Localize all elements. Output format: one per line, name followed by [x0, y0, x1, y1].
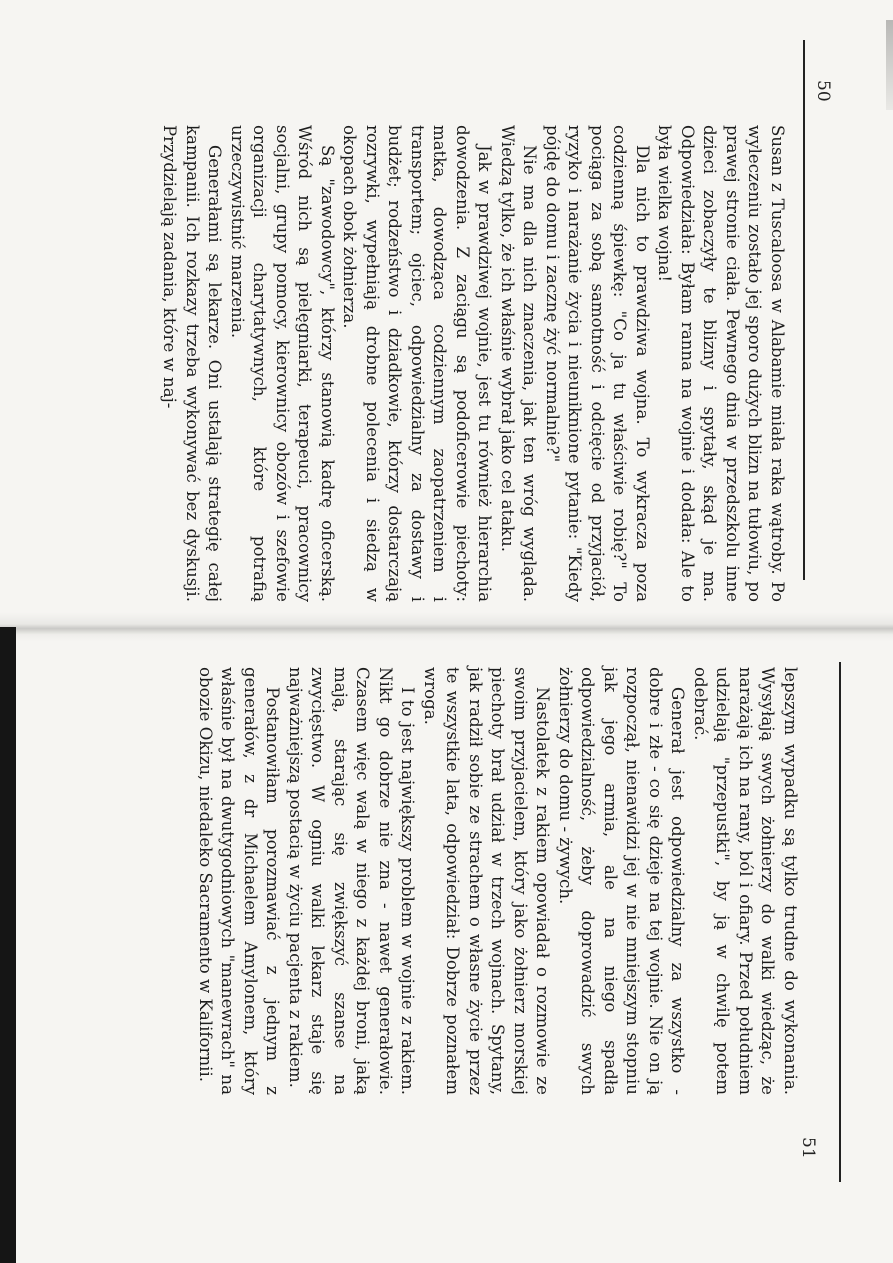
paragraph: Dla nich to prawdziwa wojna. To wykracza poza codzienną śpiewkę: "Co ja tu właściwie robię?" To pociąga za sobą samotność i odcięcie od przyjaciół, ryzyko i narażanie życia i nieuniknione pytanie: "Kiedy pójdę do domu i zacznę żyć normalnie?" — [543, 125, 652, 602]
page-number: 50 — [813, 80, 833, 102]
paragraph: Susan z Tuscaloosa w Alabamie miała raka wątroby. Po wyleczeniu zostało jej sporo dużych blizn na tułowiu, po prawej stronie ciała. Pewnego dnia w przedszkolu inne dzieci zobaczyły te blizny i spytały, skąd je ma. Odpowiedziała: Byłam ranna na wojnie i dodała: Ale to była wielka wojna! — [655, 125, 787, 602]
paragraph: Są "zawodowcy", którzy stanowią kadrę oficerską. Wśród nich są pielęgniarki, terapeuci, pracownicy socjalni, grupy pomocy, kierownicy obozów i szefowie organizacji charytatywnych, które potrafią urzeczywistnić marzenia. — [228, 125, 337, 602]
left-page — [0, 0, 893, 627]
paragraph: Nie ma dla nich znaczenia, jak ten wróg wygląda. Wiedzą tylko, że ich właśnie wybrał jako cel ataku. — [498, 125, 540, 602]
text-column — [194, 667, 802, 1095]
paragraph: Jak w prawdziwej wojnie, jest tu również hierarchia dowodzenia. Z zaciągu są podoficerowie piechoty: matka, dowodząca codziennym zaopatrzeniem i transportem; ojciec, odpowiedzialny za dostawy i budżet; rodzeństwo i dziadkowie, którzy dostarczają rozrywki, wypełniają drobne polecenia i siedzą w okopach obok żołnierza. — [340, 125, 495, 602]
header-rule — [839, 662, 841, 1182]
paragraph: lepszym wypadku są tylko trudne do wykonania. Wysyłają swych żołnierzy do walki wiedząc, że narażają ich na rany, ból i ofiary. Przed południem udzielają "przepustki", by ją w chwilę potem odebrać. — [691, 667, 800, 1095]
scanner-edge — [0, 627, 16, 1263]
text-column — [158, 125, 788, 602]
header-rule — [803, 40, 805, 580]
paragraph: Generałami są lekarze. Oni ustalają strategię całej kampanii. Ich rozkazy trzeba wykonywać bez dyskusji. Przydzielają zadania, które w naj- — [160, 125, 225, 602]
right-page — [0, 627, 893, 1263]
paragraph: I to jest największy problem w wojnie z rakiem. Nikt go dobrze nie zna - nawet generałowie. Czasem więc walą w niego z każdej broni, jaką mają, starając się zwiększyć szanse na zwycięstwo. W ogniu walki lekarz staje się najważniejszą postacią w życiu pacjenta z rakiem. — [286, 667, 418, 1095]
paragraph: Generał jest odpowiedzialny za wszystko - dobre i złe - co się dzieje na tej wojnie. Nie on ją rozpoczął, nienawidzi jej w nie mniejszym stopniu jak jego armia, ale na niego spadła odpowiedzialność, żeby doprowadzić swych żołnierzy do domu - żywych. — [556, 667, 688, 1095]
paragraph: Nastolatek z rakiem opowiadał o rozmowie ze swoim przyjacielem, który jako żołnierz morskiej piechoty brał udział w trzech wojnach. Spytany, jak radził sobie ze strachem o własne życie przez te wszystkie lata, odpowiedział: Dobrze poznałem wroga. — [421, 667, 553, 1095]
page-number: 51 — [798, 1137, 818, 1159]
paragraph: Postanowiłam porozmawiać z jednym z generałów, z dr Michaelem Amylonem, który właśnie był na dwutygodniowych "manewrach" na obozie Okizu, niedaleko Sacramento w Kalifornii. — [196, 667, 283, 1095]
